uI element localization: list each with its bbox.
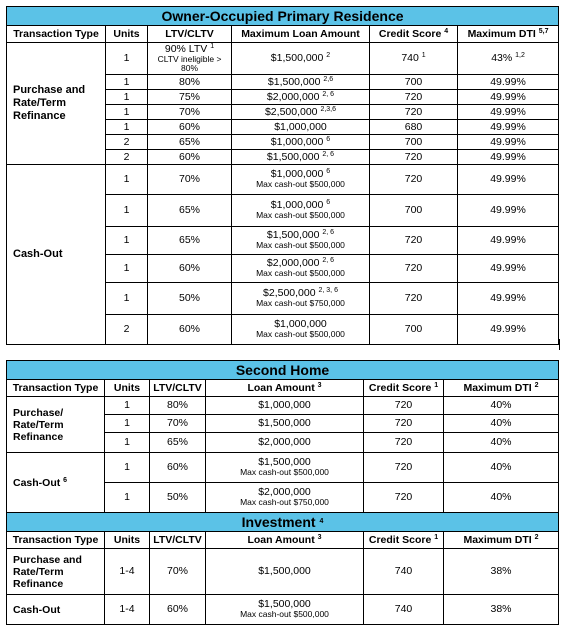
credit-score-cell: 720 — [364, 433, 444, 453]
units-cell: 1 — [106, 255, 148, 283]
dti-cell: 49.99% — [458, 227, 559, 255]
loan-amount-cell: $2,000,000 Max cash-out $750,000 — [206, 483, 364, 513]
header-credit-score: Credit Score $^1$ — [364, 380, 444, 397]
credit-score-cell: 700 — [370, 195, 458, 227]
units-cell: 1-4 — [105, 595, 150, 625]
ltv-cell: 65% — [148, 227, 232, 255]
units-cell: 1 — [105, 433, 150, 453]
dti-cell: 49.99% — [458, 195, 559, 227]
header-max-dti: Maximum DTI $^2$ — [444, 532, 559, 549]
header-ltv: LTV/CLTV — [148, 26, 232, 43]
loan-amount-cell: $1,500,000 Max cash-out $500,000 — [206, 595, 364, 625]
units-cell: 1 — [106, 90, 148, 105]
loan-amount-cell: $2,000,000 $^{2, 6}$ — [232, 90, 370, 105]
dti-cell: 49.99% — [458, 165, 559, 195]
investment-header-row — [7, 532, 559, 549]
header-units: Units — [105, 532, 150, 549]
units-cell: 1 — [106, 195, 148, 227]
credit-score-cell: 720 — [364, 415, 444, 433]
ltv-cell: 70% — [150, 415, 206, 433]
dti-cell: 40% — [444, 397, 559, 415]
dti-cell: 49.99% — [458, 283, 559, 315]
loan-amount-cell: $1,500,000 Max cash-out $500,000 — [206, 453, 364, 483]
ltv-cell: 80% — [148, 75, 232, 90]
table-row — [7, 549, 559, 595]
ltv-cell: 60% — [148, 255, 232, 283]
table-row — [7, 595, 559, 625]
second-home-investment-table — [6, 360, 559, 625]
units-cell: 2 — [106, 315, 148, 345]
header-loan-amount: Loan Amount $^3$ — [206, 380, 364, 397]
ltv-cell: 60% — [148, 315, 232, 345]
cash-out-label: Cash-Out — [7, 595, 105, 625]
header-ltv: LTV/CLTV — [150, 532, 206, 549]
cash-out-label: Cash-Out $^6$ — [7, 453, 105, 513]
units-cell: 1 — [106, 227, 148, 255]
table-row — [7, 43, 559, 75]
units-cell: 1 — [106, 120, 148, 135]
credit-score-cell: 740 — [364, 549, 444, 595]
dti-cell: 40% — [444, 483, 559, 513]
ltv-cell: 65% — [148, 135, 232, 150]
ltv-cell: 65% — [150, 433, 206, 453]
loan-amount-cell: $1,000,000 $^6$ — [232, 135, 370, 150]
header-max-dti: Maximum DTI $^{5,7}$ — [458, 26, 559, 43]
credit-score-cell: 720 — [370, 283, 458, 315]
units-cell: 1 — [106, 283, 148, 315]
loan-amount-cell: $1,000,000 $^6$ Max cash-out $500,000 — [232, 195, 370, 227]
dti-cell: 49.99% — [458, 120, 559, 135]
owner-occupied-title: Owner-Occupied Primary Residence — [7, 7, 559, 26]
dti-cell: 49.99% — [458, 90, 559, 105]
dti-cell: 49.99% — [458, 135, 559, 150]
dti-cell: 49.99% — [458, 150, 559, 165]
ltv-cell: 60% — [150, 453, 206, 483]
dti-cell: 40% — [444, 433, 559, 453]
table-row — [7, 453, 559, 483]
ltv-cell: 70% — [148, 105, 232, 120]
loan-amount-cell: $1,000,000 $^6$ Max cash-out $500,000 — [232, 165, 370, 195]
dti-cell: 38% — [444, 595, 559, 625]
dti-cell: 49.99% — [458, 315, 559, 345]
ltv-cell: 60% — [148, 120, 232, 135]
ltv-cell: 65% — [148, 195, 232, 227]
loan-amount-cell: $1,500,000 $^{2, 6}$ Max cash-out $500,000 — [232, 227, 370, 255]
ltv-cell: 70% — [150, 549, 206, 595]
ltv-cell: 60% — [150, 595, 206, 625]
credit-score-cell: 740 $^1$ — [370, 43, 458, 75]
loan-amount-cell: $2,500,000 $^{2, 3, 6}$ Max cash-out $750,000 — [232, 283, 370, 315]
dti-cell: 40% — [444, 415, 559, 433]
loan-amount-cell: $1,500,000 $^{2, 6}$ — [232, 150, 370, 165]
units-cell: 1 — [105, 483, 150, 513]
owner-header-row — [7, 26, 559, 43]
table-row — [7, 397, 559, 415]
header-loan-amount: Loan Amount $^3$ — [206, 532, 364, 549]
credit-score-cell: 720 — [370, 90, 458, 105]
header-units: Units — [106, 26, 148, 43]
units-cell: 1 — [106, 165, 148, 195]
credit-score-cell: 700 — [370, 315, 458, 345]
header-transaction-type: Transaction Type — [7, 26, 106, 43]
loan-amount-cell: $1,000,000 Max cash-out $500,000 — [232, 315, 370, 345]
credit-score-cell: 720 — [370, 255, 458, 283]
loan-amount-cell: $2,000,000 — [206, 433, 364, 453]
credit-score-cell: 700 — [370, 135, 458, 150]
header-transaction-type: Transaction Type — [7, 532, 105, 549]
credit-score-cell: 720 — [364, 483, 444, 513]
header-credit-score: Credit Score $^4$ — [370, 26, 458, 43]
dti-cell: 49.99% — [458, 105, 559, 120]
ltv-cell: 50% — [148, 283, 232, 315]
header-transaction-type: Transaction Type — [7, 380, 105, 397]
credit-score-cell: 720 — [364, 453, 444, 483]
units-cell: 1 — [106, 75, 148, 90]
credit-score-cell: 680 — [370, 120, 458, 135]
investment-title: Investment $^4$ — [7, 513, 559, 532]
loan-amount-cell: $1,500,000 — [206, 415, 364, 433]
units-cell: 2 — [106, 150, 148, 165]
table-row — [7, 165, 559, 195]
loan-amount-cell: $1,500,000 — [206, 549, 364, 595]
credit-score-cell: 720 — [370, 227, 458, 255]
units-cell: 1 — [105, 453, 150, 483]
dti-cell: 43% $^{1,2}$ — [458, 43, 559, 75]
ltv-cell: 90% LTV $^1$ CLTV ineligible > 80% — [148, 43, 232, 75]
units-cell: 2 — [106, 135, 148, 150]
credit-score-cell: 720 — [370, 105, 458, 120]
ltv-cell: 70% — [148, 165, 232, 195]
units-cell: 1 — [106, 105, 148, 120]
loan-amount-cell: $1,000,000 — [206, 397, 364, 415]
second-header-row — [7, 380, 559, 397]
purchase-refi-label: Purchase/ Rate/Term Refinance — [7, 397, 105, 453]
credit-score-cell: 740 — [364, 595, 444, 625]
loan-amount-cell: $1,000,000 — [232, 120, 370, 135]
loan-amount-cell: $1,500,000 $^2$ — [232, 43, 370, 75]
ltv-cell: 80% — [150, 397, 206, 415]
dti-cell: 49.99% — [458, 255, 559, 283]
purchase-refi-label: Purchase and Rate/Term Refinance — [7, 549, 105, 595]
credit-score-cell: 720 — [364, 397, 444, 415]
units-cell: 1 — [105, 415, 150, 433]
header-ltv: LTV/CLTV — [150, 380, 206, 397]
loan-amount-cell: $2,500,000 $^{2,3,6}$ — [232, 105, 370, 120]
header-credit-score: Credit Score $^1$ — [364, 532, 444, 549]
header-max-dti: Maximum DTI $^2$ — [444, 380, 559, 397]
credit-score-cell: 720 — [370, 165, 458, 195]
units-cell: 1-4 — [105, 549, 150, 595]
ltv-cell: 75% — [148, 90, 232, 105]
header-max-loan: Maximum Loan Amount — [232, 26, 370, 43]
ltv-cell: 50% — [150, 483, 206, 513]
header-units: Units — [105, 380, 150, 397]
credit-score-cell: 700 — [370, 75, 458, 90]
text-cursor — [559, 339, 560, 350]
credit-score-cell: 720 — [370, 150, 458, 165]
loan-amount-cell: $1,500,000 $^{2,6}$ — [232, 75, 370, 90]
purchase-refi-label: Purchase and Rate/Term Refinance — [7, 43, 106, 165]
owner-occupied-table — [6, 6, 559, 345]
cash-out-label: Cash-Out — [7, 165, 106, 345]
dti-cell: 49.99% — [458, 75, 559, 90]
dti-cell: 38% — [444, 549, 559, 595]
units-cell: 1 — [105, 397, 150, 415]
loan-amount-cell: $2,000,000 $^{2, 6}$ Max cash-out $500,000 — [232, 255, 370, 283]
dti-cell: 40% — [444, 453, 559, 483]
units-cell: 1 — [106, 43, 148, 75]
second-home-title: Second Home — [7, 361, 559, 380]
ltv-cell: 60% — [148, 150, 232, 165]
